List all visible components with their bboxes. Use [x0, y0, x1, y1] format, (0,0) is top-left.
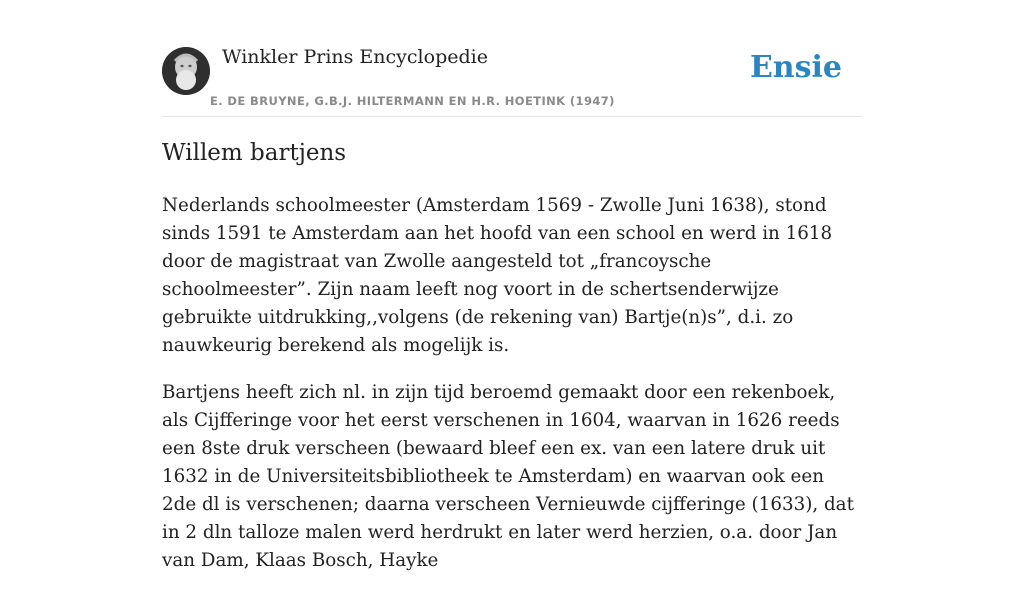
ensie-logo[interactable]: Ensie — [749, 50, 842, 85]
article-body — [162, 192, 862, 594]
authors-line: E. DE BRUYNE, G.B.J. HILTERMANN EN H.R. HOETINK (1947) — [210, 94, 615, 108]
article-title: Willem bartjens — [162, 140, 347, 166]
article-paragraph: Bartjens heeft zich nl. in zijn tijd beroemd gemaakt door een rekenboek, als Cijfferinge voor het eerst verschenen in 1604, waarvan in 1626 reeds een 8ste druk verscheen (bewaard bleef een ex. van een latere druk uit 1632 in de Universiteitsbibliotheek te Amsterdam) en waarvan ook een 2de dl is verschenen; daarna verscheen Vernieuwde cijfferinge (1633), dat in 2 dln talloze malen werd herdrukt en later werd herzien, o.a. door Jan van Dam, Klaas Bosch, Hayke — [162, 382, 854, 571]
site-title[interactable]: Winkler Prins Encyclopedie — [222, 46, 488, 68]
article-paragraph: Nederlands schoolmeester (Amsterdam 1569 - Zwolle Juni 1638), stond sinds 1591 te Amsterdam aan het hoofd van een school en werd in 1618 door de magistraat van Zwolle aangesteld tot „francoysche schoolmeester”. Zijn naam leeft nog voort in de schertsenderwijze gebruikte uitdrukking,,volgens (de rekening van) Bartje(n)s”, d.i. zo nauwkeurig berekend als mogelijk is. — [162, 195, 833, 356]
portrait-avatar-icon — [162, 47, 210, 95]
header — [162, 44, 862, 117]
